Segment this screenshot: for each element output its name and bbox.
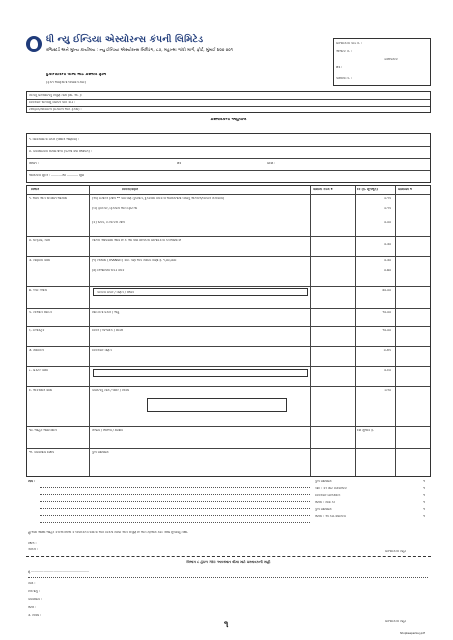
total-cur-2: ₹ bbox=[423, 487, 426, 490]
business-fields-box bbox=[26, 133, 431, 183]
row-rate-10: દેશ મુજબ રૂ. bbox=[357, 429, 374, 432]
row-desc-1b: (બ) ફર્નિચર, ફિક્ચર્સ અને ફિટિંગ્સ bbox=[92, 207, 138, 210]
row-desc-6: વિગત / ઉત્પાદક / મોડેલ bbox=[92, 329, 124, 332]
row-section-8: ૮. ડૉક્ટર વીમો bbox=[29, 369, 48, 372]
form-title: દુકાનદારના વીમા માટે પ્રસ્તાવ ફોર્મ bbox=[46, 73, 107, 77]
total-cur-4: ₹ bbox=[423, 501, 426, 504]
form-subtitle: (ફક્ત ઓફિસના ઉપયોગ માટે) bbox=[46, 81, 86, 84]
row-rate-2: ૦.૨૦ bbox=[384, 243, 391, 246]
bottom-line-5[interactable]: ઉંમર : bbox=[28, 606, 37, 609]
row-section-2: ૨. ઘરફોડી, ચોરી bbox=[29, 239, 51, 242]
total-label-1: કુલ પ્રીમિયમ bbox=[315, 480, 332, 483]
office-line-3: ડેવલપમેન્ટ bbox=[384, 58, 398, 61]
area-field[interactable]: ક્ષેત્ર bbox=[177, 162, 182, 165]
row-section-6: ૬. ઈલેક્ટ્રિક bbox=[29, 329, 45, 332]
notes-lines bbox=[40, 482, 310, 526]
bottom-signature: પ્રસ્તાવકની સહી bbox=[385, 620, 406, 623]
risk-period-field[interactable]: જોખમની મુદત : ...........થી ........... સુધી bbox=[29, 174, 85, 177]
total-cur-1: ₹ bbox=[423, 480, 426, 483]
row-desc-3b: (૨) તિજોરીમાં રોકડ સ્ટોક bbox=[92, 269, 125, 272]
row-section-5: ૫. નીઓન સાઈન bbox=[29, 311, 53, 314]
col-header-description: વિગતો/વર્ણન bbox=[122, 188, 139, 191]
total-label-4: ઉમેરો : સેવા કર bbox=[315, 501, 336, 504]
proposer-name-field[interactable]: નીચેનું પ્રસ્તાવિતનું સંપૂર્ણ નામ (મો. અ. ): bbox=[29, 93, 82, 97]
row-desc-3a: (૧) રસ્તામાં (TRANSIT) કોઈ પણ એક સમયે નાણાં રૂ. ૧,૦૦,૦૦૦ bbox=[92, 259, 177, 262]
total-label-2: બાદ : કર માટે ડિસ્કાઉન્ટ bbox=[315, 487, 347, 490]
office-line-2: એજન્ટ નં. : bbox=[336, 50, 353, 53]
declaration-text: હું/અમે આથી જાહેર કરીએ છીએ કે ઉપરોક્ત નિવેદનો અને વિગતો સાચી અને સંપૂર્ણ છે અને મેં/અમે કોઈ તથ્ય છુપાવ્યું નથી. bbox=[28, 531, 189, 534]
row-section-7: ૭. મશીનરી bbox=[29, 349, 44, 352]
total-cur-6: ₹ bbox=[423, 515, 426, 518]
row-section-4: ૪. પ્લેટ ગ્લાસ bbox=[29, 289, 47, 292]
total-cur-3: ₹ bbox=[423, 494, 426, 497]
glass-subtable bbox=[93, 288, 308, 296]
bottom-line-6[interactable]: ૩. સંબંધ : bbox=[28, 614, 42, 617]
row-desc-10: રાજ્ય / જિલ્લો / મર્યાદા bbox=[92, 429, 123, 432]
row-rate-9: ૦.૧૦ bbox=[384, 389, 391, 392]
total-label-3: વિગતવાર ડિસ્કાઉન્ટ bbox=[315, 494, 341, 497]
cutoff-title: વિભાગ ૮ હેઠળ ગેરંટ અકસ્માત વીમા માટે પ્રસ્તાવકની સહી bbox=[186, 560, 271, 564]
bottom-line-4[interactable]: વ્યવસાય : bbox=[28, 598, 42, 601]
coverage-table bbox=[26, 185, 431, 477]
row-desc-9: વ્યક્તિનું નામ / ઉંમર / સંબંધ bbox=[92, 389, 130, 392]
row-rate-8: ૦.૯૦ bbox=[384, 369, 391, 372]
doctor-subtable bbox=[93, 369, 308, 377]
row-rate-1b: ૦.૧૫ bbox=[384, 207, 391, 210]
row-rate-3a: ૦.૨૦ bbox=[384, 259, 391, 262]
row-section-1: ૧. આગ અને સંબંધિત જોખમો bbox=[29, 197, 68, 200]
proposer-address-field[interactable]: વિગતવાર સરનામું વ્યક્તિ પીન કોડ : bbox=[29, 100, 76, 104]
row-desc-11: કુલ પ્રીમિયમ bbox=[92, 451, 109, 454]
proposer-info-box bbox=[26, 91, 431, 113]
row-desc-5: સાઈનનો પ્રકાર / ભાડું bbox=[92, 311, 120, 314]
place-label: સ્થળ : bbox=[28, 542, 37, 545]
bottom-line-1[interactable]: હું ......................................................... bbox=[28, 570, 90, 573]
section-heading: પ્રસ્તાવકનો અહેવાલ bbox=[210, 118, 247, 122]
notes-label: નોંધ : bbox=[28, 480, 36, 483]
col-header-rate: દર (રૂ. મૂળભૂત) bbox=[357, 188, 378, 191]
col-header-section: વિભાગ bbox=[31, 188, 40, 191]
row-desc-7: વિગતવાર વર્ણન bbox=[92, 349, 112, 352]
status-field[interactable]: સ્થિતિ : bbox=[29, 162, 39, 165]
row-rate-4: ૨૦.૦૦ bbox=[382, 289, 391, 292]
row-rate-6: ૧૦.૦૦ bbox=[382, 329, 391, 332]
row-desc-1c: (ક) સ્ટોક, ઈન્વેન્ટરી માલ bbox=[92, 221, 125, 224]
bottom-line-2[interactable]: નામ : bbox=[28, 582, 36, 585]
office-use-box bbox=[333, 38, 431, 86]
row-section-10: ૧૦. જાહેર જવાબદારી bbox=[29, 429, 57, 432]
accident-subtable bbox=[147, 398, 287, 412]
footer-code: ShopkeeperGuj.pdf bbox=[400, 632, 425, 635]
row-section-9: ૯. અકસ્માત વીમો bbox=[29, 389, 53, 392]
total-cur-5: ₹ bbox=[423, 508, 426, 511]
row-rate-1a: ૦.૧૫ bbox=[384, 197, 391, 200]
company-name: ધી ન્યુ ઈન્ડિયા એસ્યોરન્સ કંપની લિમિટેડ bbox=[46, 35, 204, 45]
row-section-3: ૩. નાણાંનો વીમો bbox=[29, 259, 50, 262]
company-logo bbox=[26, 36, 42, 52]
row-section-11: ૧૧. વ્યવસાય વિક્ષેપ bbox=[29, 451, 55, 454]
company-address: રજિસ્ટર્ડ અને મુખ્ય કાર્યાલય : ન્યુ ઈન્ડિયા એસ્યોરન્સ બિલ્ડિંગ, ૮૭, મહાત્મા ગાંધી માર્ગ, ફોર્ટ, મુંબઈ ૪૦૦ ૦૦૧ bbox=[46, 47, 233, 52]
office-line-1: પ્રસ્તાવકનો કોડ નં. : bbox=[336, 42, 363, 45]
col-header-premium: પ્રીમિયમ ₹ bbox=[398, 188, 413, 191]
signature-label: પ્રસ્તાવકની સહી bbox=[385, 550, 406, 553]
office-line-4: ક્ષેત્ર : bbox=[336, 66, 343, 69]
totals-block bbox=[315, 480, 431, 526]
total-label-5: કુલ પ્રીમિયમ bbox=[315, 508, 332, 511]
cutoff-divider bbox=[26, 556, 431, 557]
row-rate-1c: ૦.૦૦ bbox=[384, 221, 391, 224]
row-rate-5: ૧૦.૦૦ bbox=[382, 311, 391, 314]
bottom-line-3[interactable]: સરનામું : bbox=[28, 590, 40, 593]
proposer-phone-field[interactable]: ટેલિફોન/મોબાઈલ (ઈમેઈલ અને ફેક્સ) : bbox=[29, 107, 82, 111]
business-duration-field[interactable]: ૨. વ્યવસાયનો સમયગાળો (કેટલા વર્ષો સ્થાપિત) : bbox=[29, 150, 92, 153]
region-field[interactable]: પ્રદેશ : bbox=[267, 162, 276, 165]
row-rate-7: ૦.૭૫ bbox=[383, 349, 391, 352]
total-label-6: ઉમેરો : એ કોડ વધારાનો bbox=[315, 515, 346, 518]
row-desc-2: ખાતરી આપવામાં આવે છે કે આ બધી મિલકતો પ્રસ્તાવકના કબજામાં છે bbox=[92, 239, 182, 242]
col-header-sum-insured: વીમાની રકમ ₹ bbox=[313, 188, 333, 191]
office-line-5: પોલિસી નં. : bbox=[336, 77, 352, 80]
page-number: ૧ bbox=[224, 620, 229, 630]
row-rate-3b: ૦.૪૦ bbox=[384, 269, 391, 272]
row-desc-1a: (અ) ઈમારત (માલ ** કોઈપણ નુકસાન, દુકાનમાં સ્ટોકની જોખમતામાં બધાનું અંતરાળ/બાકાત રાખવાનો) bbox=[92, 197, 225, 200]
date-label: તારીખ : bbox=[28, 548, 39, 551]
business-type-field[interactable]: ૧. વ્યવસાયનો પ્રકાર (ઉદ્યોગ જણાવો) : bbox=[29, 138, 80, 141]
row-desc-4: કાચનો પ્રકાર / વર્ણન / સ્થાન bbox=[97, 291, 135, 294]
